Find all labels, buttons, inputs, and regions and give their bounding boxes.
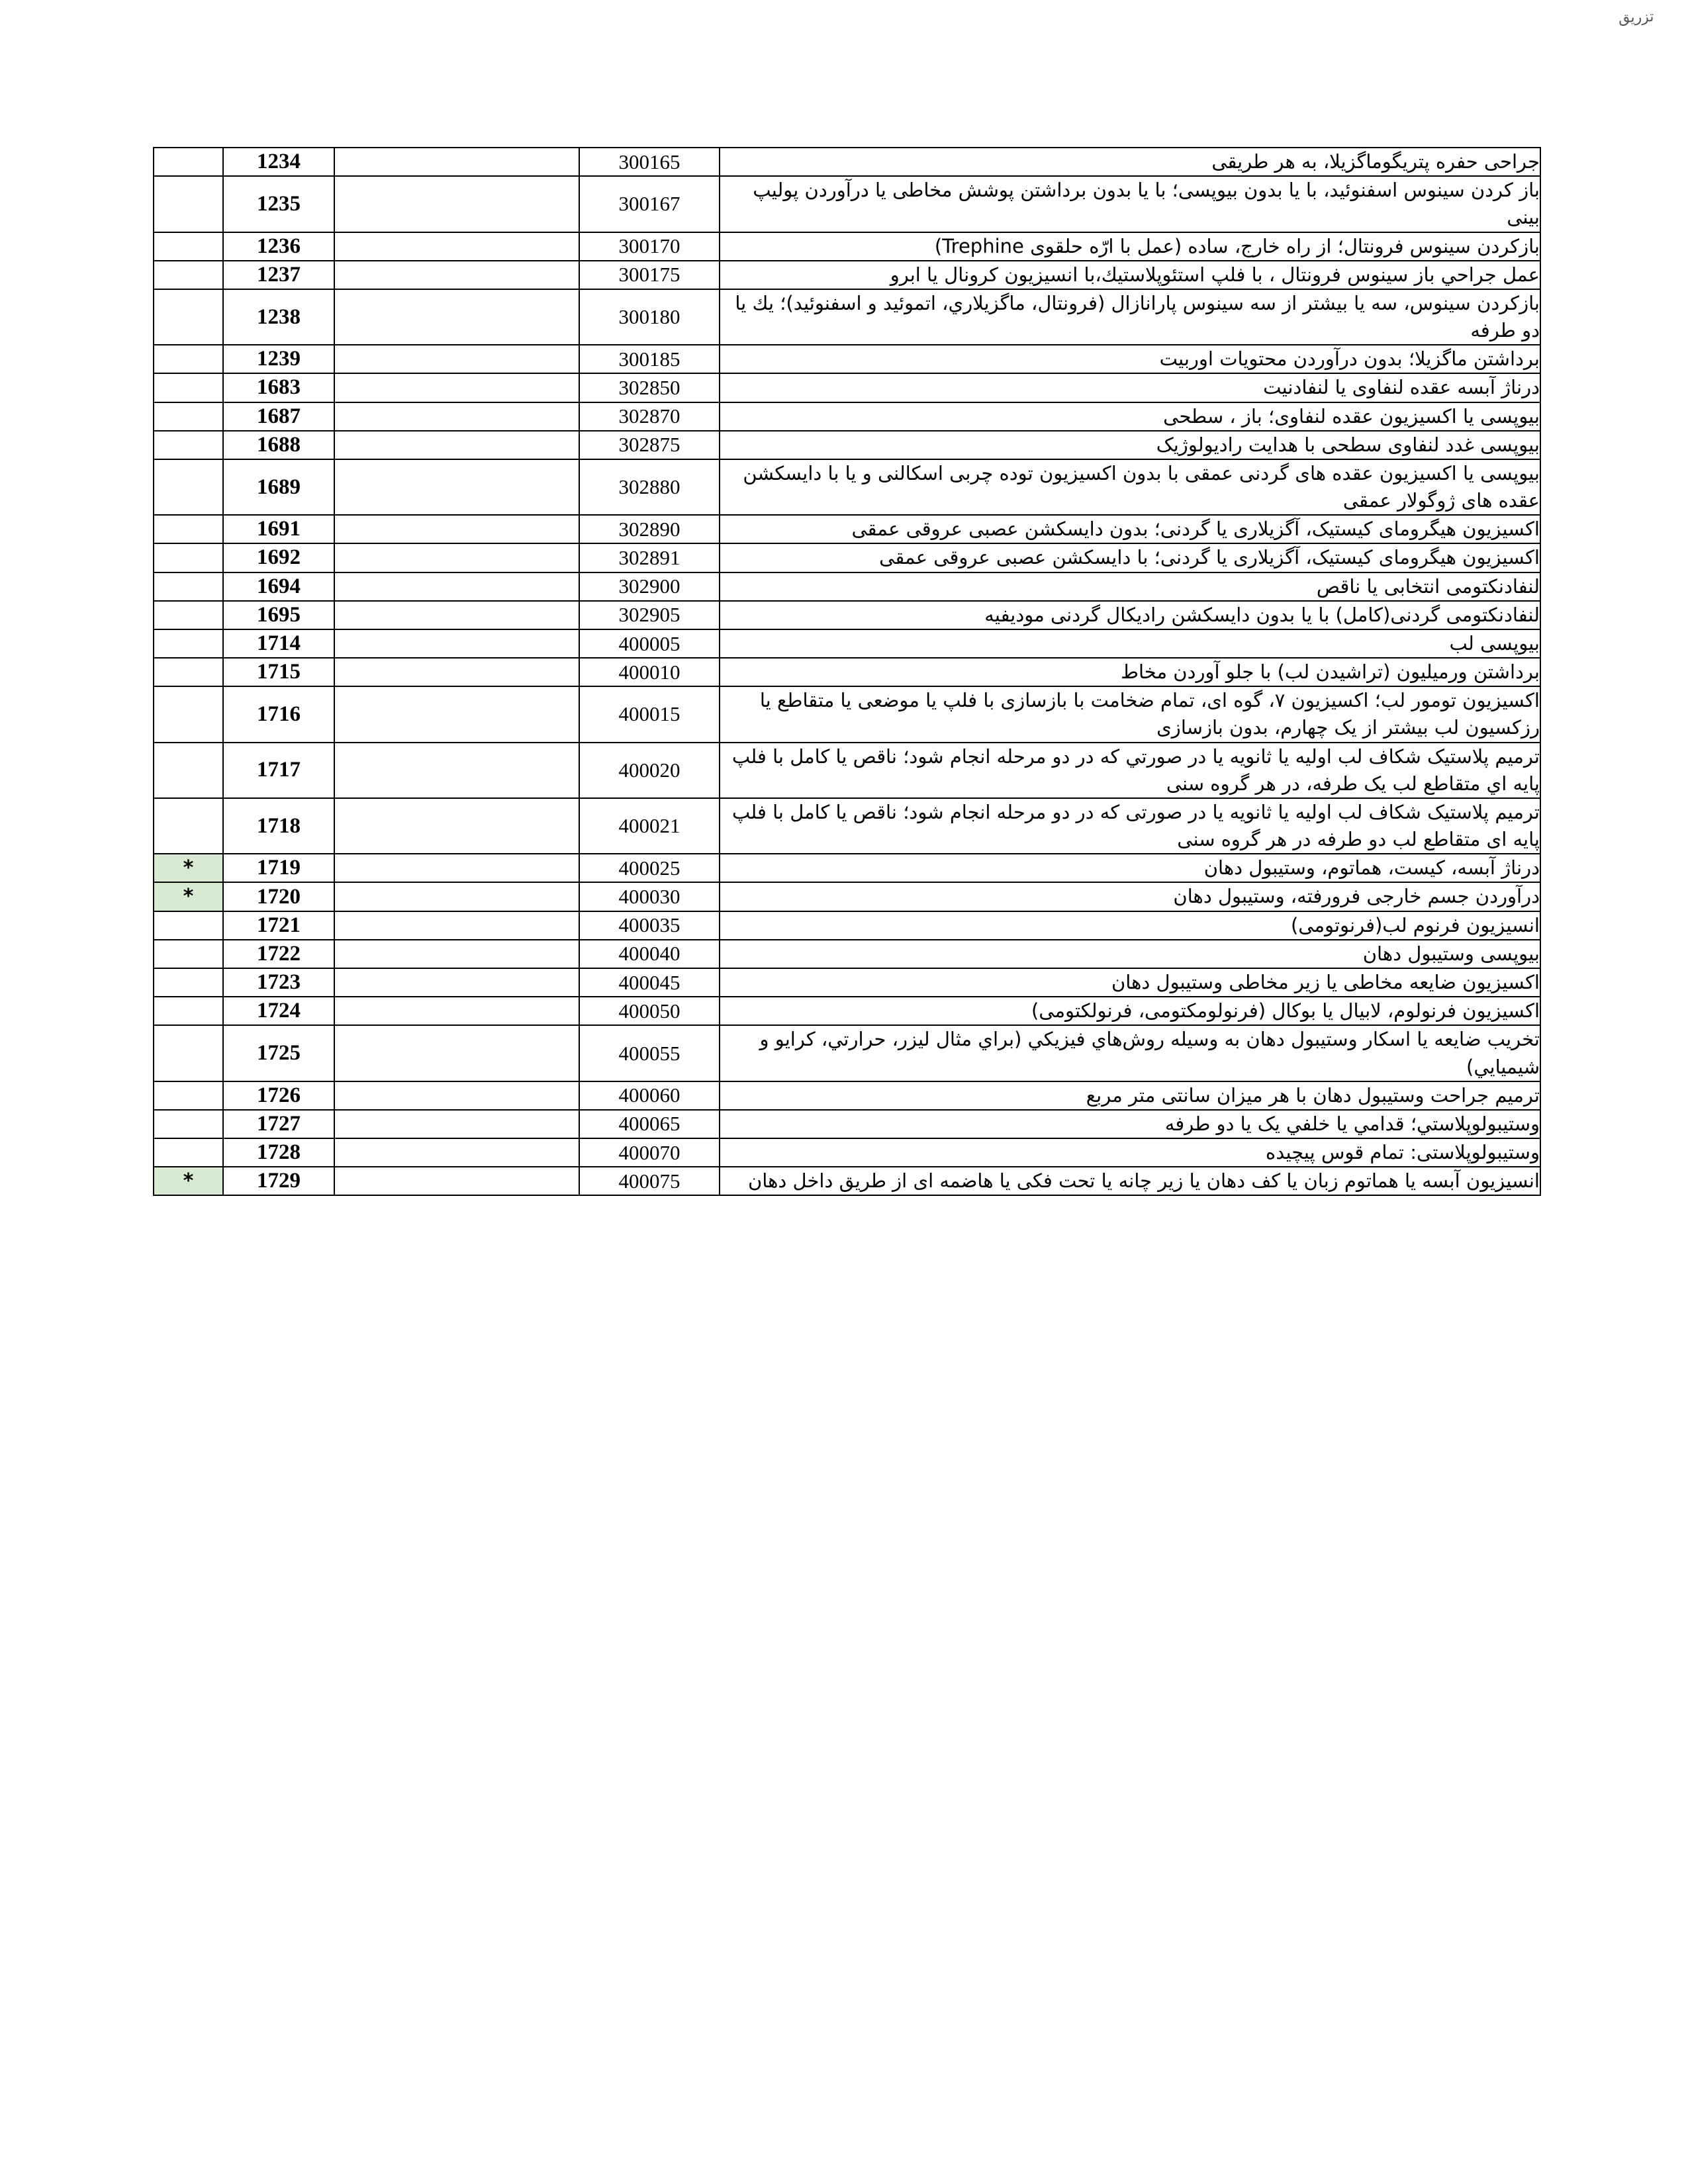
star-marker — [154, 658, 223, 686]
row-number: 1687 — [223, 402, 334, 431]
empty-cell — [334, 373, 579, 402]
row-number: 1683 — [223, 373, 334, 402]
star-marker — [154, 176, 223, 232]
table-row — [154, 997, 1540, 1025]
table-row — [154, 940, 1540, 968]
procedure-description: اکسیزیون ضایعه مخاطی یا زیر مخاطی وستیبول دهان — [720, 968, 1540, 997]
star-marker — [154, 148, 223, 176]
procedure-code: 300175 — [579, 261, 720, 289]
table-row — [154, 629, 1540, 658]
row-number: 1235 — [223, 176, 334, 232]
star-marker — [154, 402, 223, 431]
procedure-code: 302890 — [579, 515, 720, 543]
star-marker — [154, 261, 223, 289]
procedure-code: 302900 — [579, 572, 720, 601]
procedure-code: 400010 — [579, 658, 720, 686]
codes-table — [153, 147, 1541, 1196]
corner-mark: تزریق — [1618, 9, 1654, 26]
empty-cell — [334, 854, 579, 882]
star-marker — [154, 1138, 223, 1167]
empty-cell — [334, 743, 579, 798]
row-number: 1717 — [223, 743, 334, 798]
star-marker — [154, 1081, 223, 1110]
table-row — [154, 601, 1540, 629]
row-number: 1718 — [223, 798, 334, 854]
star-marker: * — [154, 1167, 223, 1195]
procedure-code: 302880 — [579, 459, 720, 515]
row-number: 1725 — [223, 1025, 334, 1081]
table-row — [154, 543, 1540, 572]
table-row — [154, 515, 1540, 543]
table-row — [154, 459, 1540, 515]
empty-cell — [334, 402, 579, 431]
table-row — [154, 1025, 1540, 1081]
empty-cell — [334, 148, 579, 176]
row-number: 1691 — [223, 515, 334, 543]
row-number: 1726 — [223, 1081, 334, 1110]
procedure-code: 400020 — [579, 743, 720, 798]
procedure-description: باز کردن سینوس اسفنوئید، با یا بدون بیوپسی؛ با یا بدون برداشتن پوشش مخاطی یا درآوردن پولیپ بینی — [720, 176, 1540, 232]
empty-cell — [334, 940, 579, 968]
star-marker — [154, 543, 223, 572]
procedure-code: 300185 — [579, 345, 720, 373]
row-number: 1237 — [223, 261, 334, 289]
star-marker — [154, 911, 223, 940]
procedure-code: 302875 — [579, 431, 720, 459]
procedure-description: اکسیزیون فرنولوم، لابیال یا بوکال (فرنولومکتومی، فرنولکتومی) — [720, 997, 1540, 1025]
star-marker — [154, 629, 223, 658]
row-number: 1714 — [223, 629, 334, 658]
row-number: 1692 — [223, 543, 334, 572]
table-row — [154, 968, 1540, 997]
procedure-description: اکسیزیون هیگرومای کیستیک، آگزیلاری یا گردنی؛ بدون دایسکشن عصبی عروقی عمقی — [720, 515, 1540, 543]
procedure-description: انسیزیون آبسه یا هماتوم زبان یا کف دهان یا زیر چانه یا تحت فکی یا هاضمه ای از طریق داخل دهان — [720, 1167, 1540, 1195]
row-number: 1236 — [223, 232, 334, 261]
star-marker — [154, 232, 223, 261]
row-number: 1727 — [223, 1110, 334, 1138]
table-row — [154, 1081, 1540, 1110]
empty-cell — [334, 1110, 579, 1138]
table-row — [154, 431, 1540, 459]
row-number: 1694 — [223, 572, 334, 601]
procedure-description: وستیبولوپلاستي؛ قدامي یا خلفي یک یا دو طرفه — [720, 1110, 1540, 1138]
empty-cell — [334, 601, 579, 629]
empty-cell — [334, 289, 579, 345]
procedure-description: اکسیزیون هیگرومای کیستیک، آگزیلاری یا گردنی؛ با دایسکشن عصبی عروقی عمقی — [720, 543, 1540, 572]
row-number: 1239 — [223, 345, 334, 373]
procedure-description: لنفادنکتومی انتخابی یا ناقص — [720, 572, 1540, 601]
star-marker: * — [154, 854, 223, 882]
table-row — [154, 1138, 1540, 1167]
empty-cell — [334, 1138, 579, 1167]
procedure-description: درآوردن جسم خارجی فرورفته، وستیبول دهان — [720, 882, 1540, 911]
empty-cell — [334, 1025, 579, 1081]
procedure-description: وستیبولوپلاستی: تمام قوس پیچیده — [720, 1138, 1540, 1167]
row-number: 1688 — [223, 431, 334, 459]
procedure-code: 400040 — [579, 940, 720, 968]
empty-cell — [334, 345, 579, 373]
empty-cell — [334, 882, 579, 911]
procedure-description: درناژ آبسه عقده لنفاوی یا لنفادنیت — [720, 373, 1540, 402]
procedure-code: 400075 — [579, 1167, 720, 1195]
row-number: 1724 — [223, 997, 334, 1025]
empty-cell — [334, 1167, 579, 1195]
table-row — [154, 402, 1540, 431]
procedure-code: 302905 — [579, 601, 720, 629]
table-row — [154, 232, 1540, 261]
procedure-code: 400015 — [579, 686, 720, 742]
codes-table-container — [154, 147, 1541, 1196]
row-number: 1720 — [223, 882, 334, 911]
empty-cell — [334, 543, 579, 572]
procedure-code: 400070 — [579, 1138, 720, 1167]
row-number: 1238 — [223, 289, 334, 345]
star-marker — [154, 515, 223, 543]
table-row — [154, 176, 1540, 232]
procedure-code: 400021 — [579, 798, 720, 854]
star-marker — [154, 459, 223, 515]
table-row — [154, 686, 1540, 742]
codes-table-body — [154, 148, 1540, 1195]
empty-cell — [334, 261, 579, 289]
procedure-code: 300167 — [579, 176, 720, 232]
procedure-code: 400050 — [579, 997, 720, 1025]
empty-cell — [334, 176, 579, 232]
star-marker — [154, 572, 223, 601]
star-marker: * — [154, 882, 223, 911]
procedure-description: برداشتن ورمیلیون (تراشیدن لب) با جلو آوردن مخاط — [720, 658, 1540, 686]
procedure-code: 300165 — [579, 148, 720, 176]
procedure-code: 300180 — [579, 289, 720, 345]
table-row — [154, 572, 1540, 601]
procedure-code: 400035 — [579, 911, 720, 940]
row-number: 1695 — [223, 601, 334, 629]
row-number: 1721 — [223, 911, 334, 940]
star-marker — [154, 431, 223, 459]
procedure-description: جراحی حفره پتریگوماگزیلا، به هر طریقی — [720, 148, 1540, 176]
procedure-description: لنفادنکتومی گردنی(کامل) با یا بدون دایسکشن رادیکال گردنی مودیفیه — [720, 601, 1540, 629]
row-number: 1723 — [223, 968, 334, 997]
row-number: 1728 — [223, 1138, 334, 1167]
empty-cell — [334, 997, 579, 1025]
table-row — [154, 1167, 1540, 1195]
procedure-description: ترمیم پلاستیک شکاف لب اولیه یا ثانویه یا در صورتی که در دو مرحله انجام شود؛ ناقص یا کامل با فلپ پایه ای متقاطع لب دو طرفه در هر گروه سنی — [720, 798, 1540, 854]
row-number: 1715 — [223, 658, 334, 686]
procedure-description: بیوپسی وستیبول دهان — [720, 940, 1540, 968]
table-row — [154, 798, 1540, 854]
star-marker — [154, 743, 223, 798]
table-row — [154, 289, 1540, 345]
procedure-description: بازكردن سینوس، سه یا بیشتر از سه سینوس پارانازال (فرونتال، ماگزیلاري، اتموئید و اسفنوئید)؛ یك یا دو طرفه — [720, 289, 1540, 345]
procedure-description: اکسیزیون تومور لب؛ اکسیزیون ۷، گوه ای، تمام ضخامت با بازسازی با فلپ یا موضعی یا متقاطع یا رزکسیون لب بیشتر از یک چهارم، بدون بازسازی — [720, 686, 1540, 742]
star-marker — [154, 1025, 223, 1081]
star-marker — [154, 601, 223, 629]
procedure-description: انسیزیون فرنوم لب(فرنوتومی) — [720, 911, 1540, 940]
empty-cell — [334, 431, 579, 459]
row-number: 1722 — [223, 940, 334, 968]
procedure-code: 400025 — [579, 854, 720, 882]
procedure-code: 400060 — [579, 1081, 720, 1110]
procedure-description: بیوپسی یا اکسیزیون عقده لنفاوی؛ باز ، سطحی — [720, 402, 1540, 431]
procedure-description: بیوپسی لب — [720, 629, 1540, 658]
procedure-code: 302850 — [579, 373, 720, 402]
star-marker — [154, 798, 223, 854]
table-row — [154, 743, 1540, 798]
empty-cell — [334, 629, 579, 658]
procedure-description: تخریب ضایعه یا اسکار وستیبول دهان به وسیله روش‌هاي فیزیکي (براي مثال لیزر، حرارتي، کرایو و شیمیایي) — [720, 1025, 1540, 1081]
empty-cell — [334, 232, 579, 261]
empty-cell — [334, 911, 579, 940]
procedure-description: عمل جراحي باز سینوس فرونتال ، با فلپ استئوپلاستیك،با انسیزیون كرونال یا ابرو — [720, 261, 1540, 289]
procedure-code: 400030 — [579, 882, 720, 911]
star-marker — [154, 968, 223, 997]
procedure-code: 302891 — [579, 543, 720, 572]
empty-cell — [334, 658, 579, 686]
procedure-code: 400005 — [579, 629, 720, 658]
procedure-code: 400055 — [579, 1025, 720, 1081]
procedure-code: 302870 — [579, 402, 720, 431]
star-marker — [154, 373, 223, 402]
row-number: 1729 — [223, 1167, 334, 1195]
empty-cell — [334, 459, 579, 515]
star-marker — [154, 345, 223, 373]
procedure-description: ترمیم جراحت وستیبول دهان با هر میزان سانتی متر مربع — [720, 1081, 1540, 1110]
star-marker — [154, 1110, 223, 1138]
table-row — [154, 1110, 1540, 1138]
table-row — [154, 345, 1540, 373]
procedure-code: 400065 — [579, 1110, 720, 1138]
table-row — [154, 148, 1540, 176]
star-marker — [154, 997, 223, 1025]
table-row — [154, 658, 1540, 686]
table-row — [154, 882, 1540, 911]
row-number: 1716 — [223, 686, 334, 742]
procedure-description: ترمیم پلاستیک شکاف لب اولیه یا ثانویه یا در صورتي که در دو مرحله انجام شود؛ ناقص یا کامل با فلپ پایه اي متقاطع لب یک طرفه، در هر گروه سنی — [720, 743, 1540, 798]
star-marker — [154, 289, 223, 345]
empty-cell — [334, 968, 579, 997]
table-row — [154, 911, 1540, 940]
empty-cell — [334, 572, 579, 601]
procedure-code: 400045 — [579, 968, 720, 997]
procedure-code: 300170 — [579, 232, 720, 261]
table-row — [154, 261, 1540, 289]
star-marker — [154, 686, 223, 742]
empty-cell — [334, 515, 579, 543]
table-row — [154, 854, 1540, 882]
table-row — [154, 373, 1540, 402]
procedure-description: بیوپسی یا اکسیزیون عقده های گردنی عمقی با بدون اکسیزیون توده چربی اسکالنی و یا با دایسکشن عقده های ژوگولار عمقی — [720, 459, 1540, 515]
row-number: 1689 — [223, 459, 334, 515]
empty-cell — [334, 686, 579, 742]
row-number: 1719 — [223, 854, 334, 882]
star-marker — [154, 940, 223, 968]
procedure-description: بازکردن سینوس فرونتال؛ از راه خارج، ساده (عمل با ارّه حلقوی Trephine) — [720, 232, 1540, 261]
procedure-description: درناژ آبسه، کیست، هماتوم، وستیبول دهان — [720, 854, 1540, 882]
procedure-description: برداشتن ماگزیلا؛ بدون درآوردن محتویات اوربیت — [720, 345, 1540, 373]
empty-cell — [334, 798, 579, 854]
row-number: 1234 — [223, 148, 334, 176]
procedure-description: بیوپسی غدد لنفاوی سطحی با هدایت رادیولوژیک — [720, 431, 1540, 459]
empty-cell — [334, 1081, 579, 1110]
